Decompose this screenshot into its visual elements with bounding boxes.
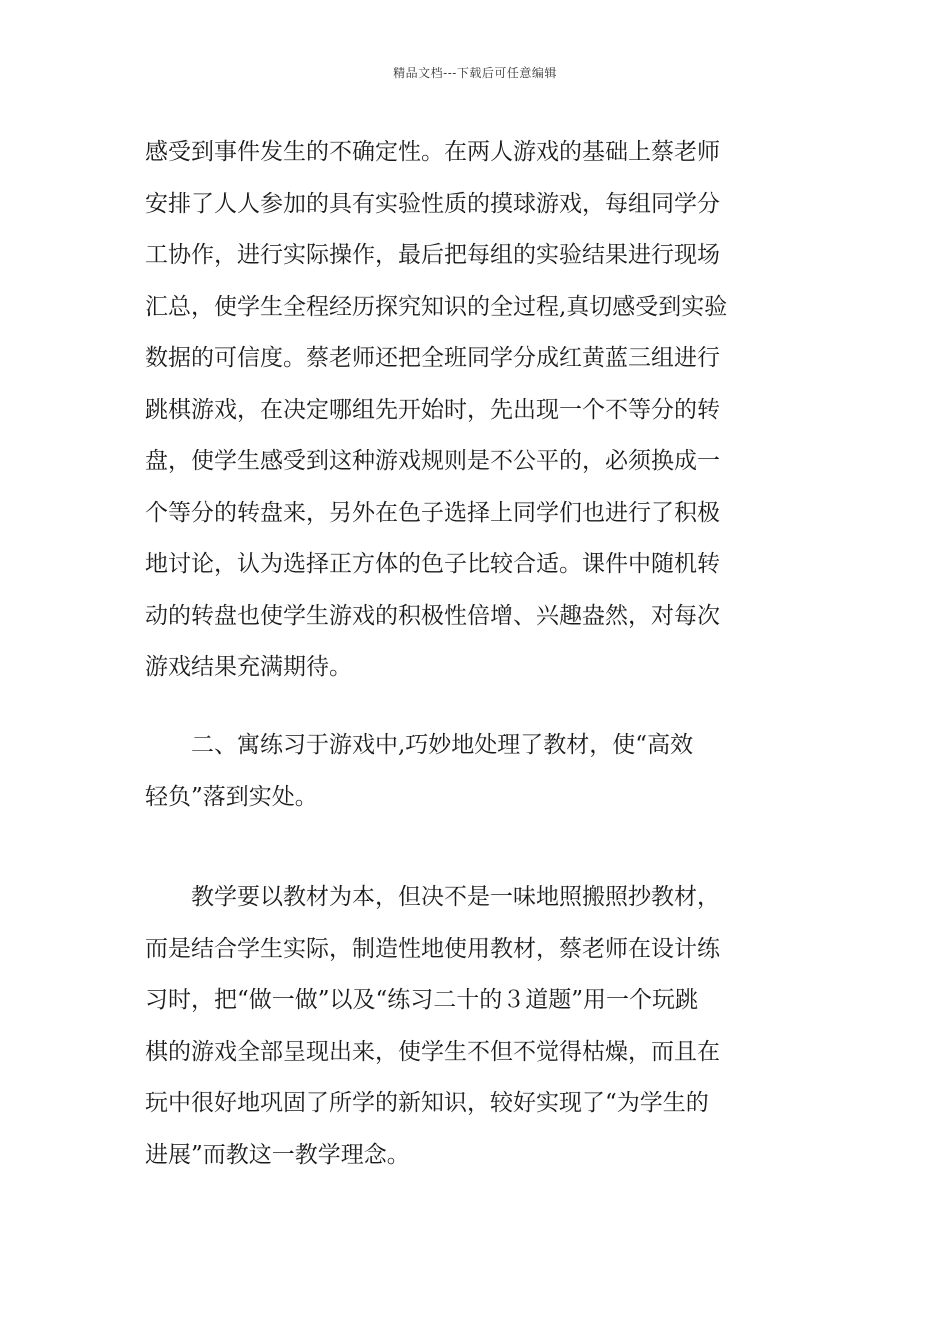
text-line: 二、寓练习于游戏中,巧妙地处理了教材，使“高效 [145,732,694,758]
text-line: 个等分的转盘来，另外在色子选择上同学们也进行了积极 [145,499,720,526]
text-line: 玩中很好地巩固了所学的新知识，较好实现了“为学生的 [145,1090,709,1116]
text-line: 教学要以教材为本，但决不是一味地照搬照抄教材， [145,884,720,910]
text-line: 地讨论，认为选择正方体的色子比较合适。课件中随机转 [145,551,720,577]
text-line: 动的转盘也使学生游戏的积极性倍增、兴趣盎然，对每次 [145,602,720,629]
text-line: 而是结合学生实际，制造性地使用教材，蔡老师在设计练 [145,935,720,962]
page-header: 精品文档---下载后可任意编辑 [393,66,557,80]
text-line: 轻负”落到实处。 [145,783,318,810]
text-line: 习时，把“做一做”以及“练习二十的３道题”用一个玩跳 [145,987,699,1013]
paragraph-3 [145,872,810,1181]
text-line: 工协作，进行实际操作，最后把每组的实验结果进行现场 [145,242,720,268]
text-line: 数据的可信度。蔡老师还把全班同学分成红黄蓝三组进行 [145,345,720,371]
text-line: 安排了人人参加的具有实验性质的摸球游戏，每组同学分 [145,190,720,217]
text-line: 感受到事件发生的不确定性。在两人游戏的基础上蔡老师 [145,139,720,165]
text-line: 游戏结果充满期待。 [145,654,352,680]
text-line: 进展”而教这一教学理念。 [145,1141,410,1168]
text-line: 跳棋游戏，在决定哪组先开始时，先出现一个不等分的转 [145,396,720,423]
paragraph-2-heading [145,720,810,823]
paragraph-1 [145,127,810,694]
text-line: 汇总，使学生全程经历探究知识的全过程,真切感受到实验 [145,293,728,320]
text-line: 盘，使学生感受到这种游戏规则是不公平的，必须换成一 [145,448,720,474]
text-line: 棋的游戏全部呈现出来，使学生不但不觉得枯燥，而且在 [145,1038,720,1065]
